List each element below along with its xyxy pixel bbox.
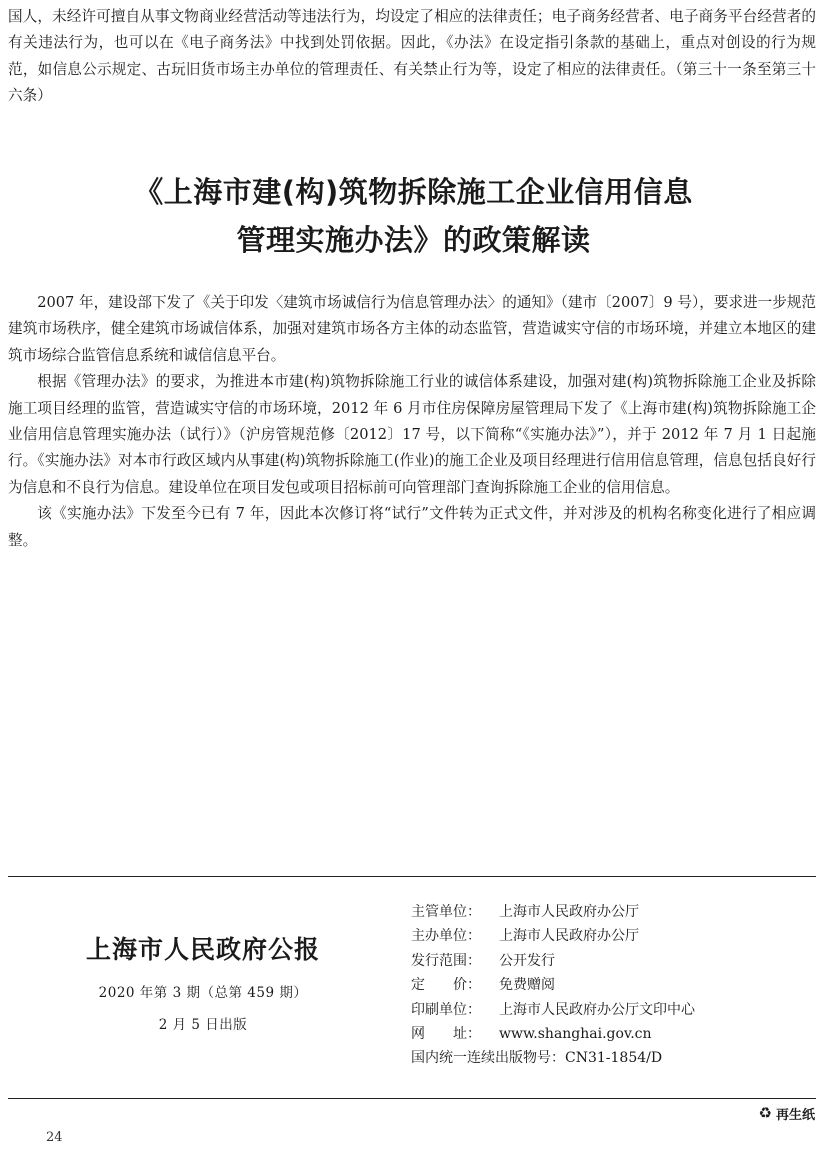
pubinfo-row: 主管单位： 上海市人民政府办公厅 [411,904,639,920]
gazette-name: 上海市人民政府公报 [85,935,320,964]
pubinfo-row: 定 价： 免费赠阅 [411,977,555,994]
article-paragraph: 根据《管理办法》的要求，为推进本市建(构)筑物拆除施工行业的诚信体系建设，加强对建(构)筑物拆除施工企业及拆除施工项目经理的监管，营造诚实守信的市场环境，2012 年 6 月市住房保障房屋管理局下发了《上海市建(构)筑物拆除施工企业信用信息管理实施办法（试行）》（沪房管规范修〔2012〕17 号，以下简称“《实施办法》”），并于 2012 年 7 月 1 日起施行。《实施办法》对本市行政区域内从事建(构)筑物拆除施工(作业)的施工企业及项目经理进行信用信息管理，信息包括良好行为信息和不良行为信息。建设单位在项目发包或项目招标前可向管理部门查询拆除施工企业的信用信息。 [8,373,816,496]
article-paragraph: 2007 年，建设部下发了《关于印发〈建筑市场诚信行为信息管理办法〉的通知》（建市〔2007〕9 号），要求进一步规范建筑市场秩序，健全建筑市场诚信体系，加强对建筑市场各方主体的动态监管，营造诚实守信的市场环境，并建立本地区的建筑市场综合监管信息系统和诚信信息平台。 [8,294,816,364]
issue-number: 2020 年第 3 期（总第 459 期） [98,985,308,1001]
article-title-line-2: 管理实施办法》的政策解读 [236,223,591,257]
publication-info [411,900,811,1071]
footer-bottom-rule [8,1098,816,1099]
recycle-icon: ♻ [758,1104,772,1122]
article-title-line-1: 《上海市建(构)筑物拆除施工企业信用信息 [134,175,693,209]
pubinfo-row: 国内统一连续出版物号： CN31-1854/D [411,1050,663,1067]
pubinfo-row: 主办单位： 上海市人民政府办公厅 [411,928,639,945]
article-title [0,168,827,264]
pubinfo-row: 印刷单位： 上海市人民政府办公厅文印中心 [411,1001,695,1018]
article-body [8,290,816,554]
recycled-paper-label: 再生纸 [775,1108,815,1123]
gazette-masthead [22,928,384,1038]
footer-top-rule [8,876,816,877]
page-number: 24 [46,1130,63,1145]
article-paragraph: 该《实施办法》下发至今已有 7 年，因此本次修订将“试行”文件转为正式文件，并对涉及的机构名称变化进行了相应调整。 [8,505,816,549]
pubinfo-row: 网 址： www.shanghai.gov.cn [411,1022,811,1046]
pubinfo-row: 发行范围： 公开发行 [411,952,555,969]
intro-paragraph: 国人，未经许可擅自从事文物商业经营活动等违法行为，均设定了相应的法律责任；电子商务经营者、电子商务平台经营者的有关违法行为，也可以在《电子商务法》中找到处罚依据。因此，《办法》在设定指引条款的基础上，重点对创设的行为规范，如信息公示规定、古玩旧货市场主办单位的管理责任、有关禁止行为等，设定了相应的法律责任。（第三十一条至第三十六条） [8,8,816,105]
publish-date: 2 月 5 日出版 [158,1017,248,1033]
website-url: www.shanghai.gov.cn [499,1026,652,1043]
recycled-paper-mark [759,1104,815,1123]
